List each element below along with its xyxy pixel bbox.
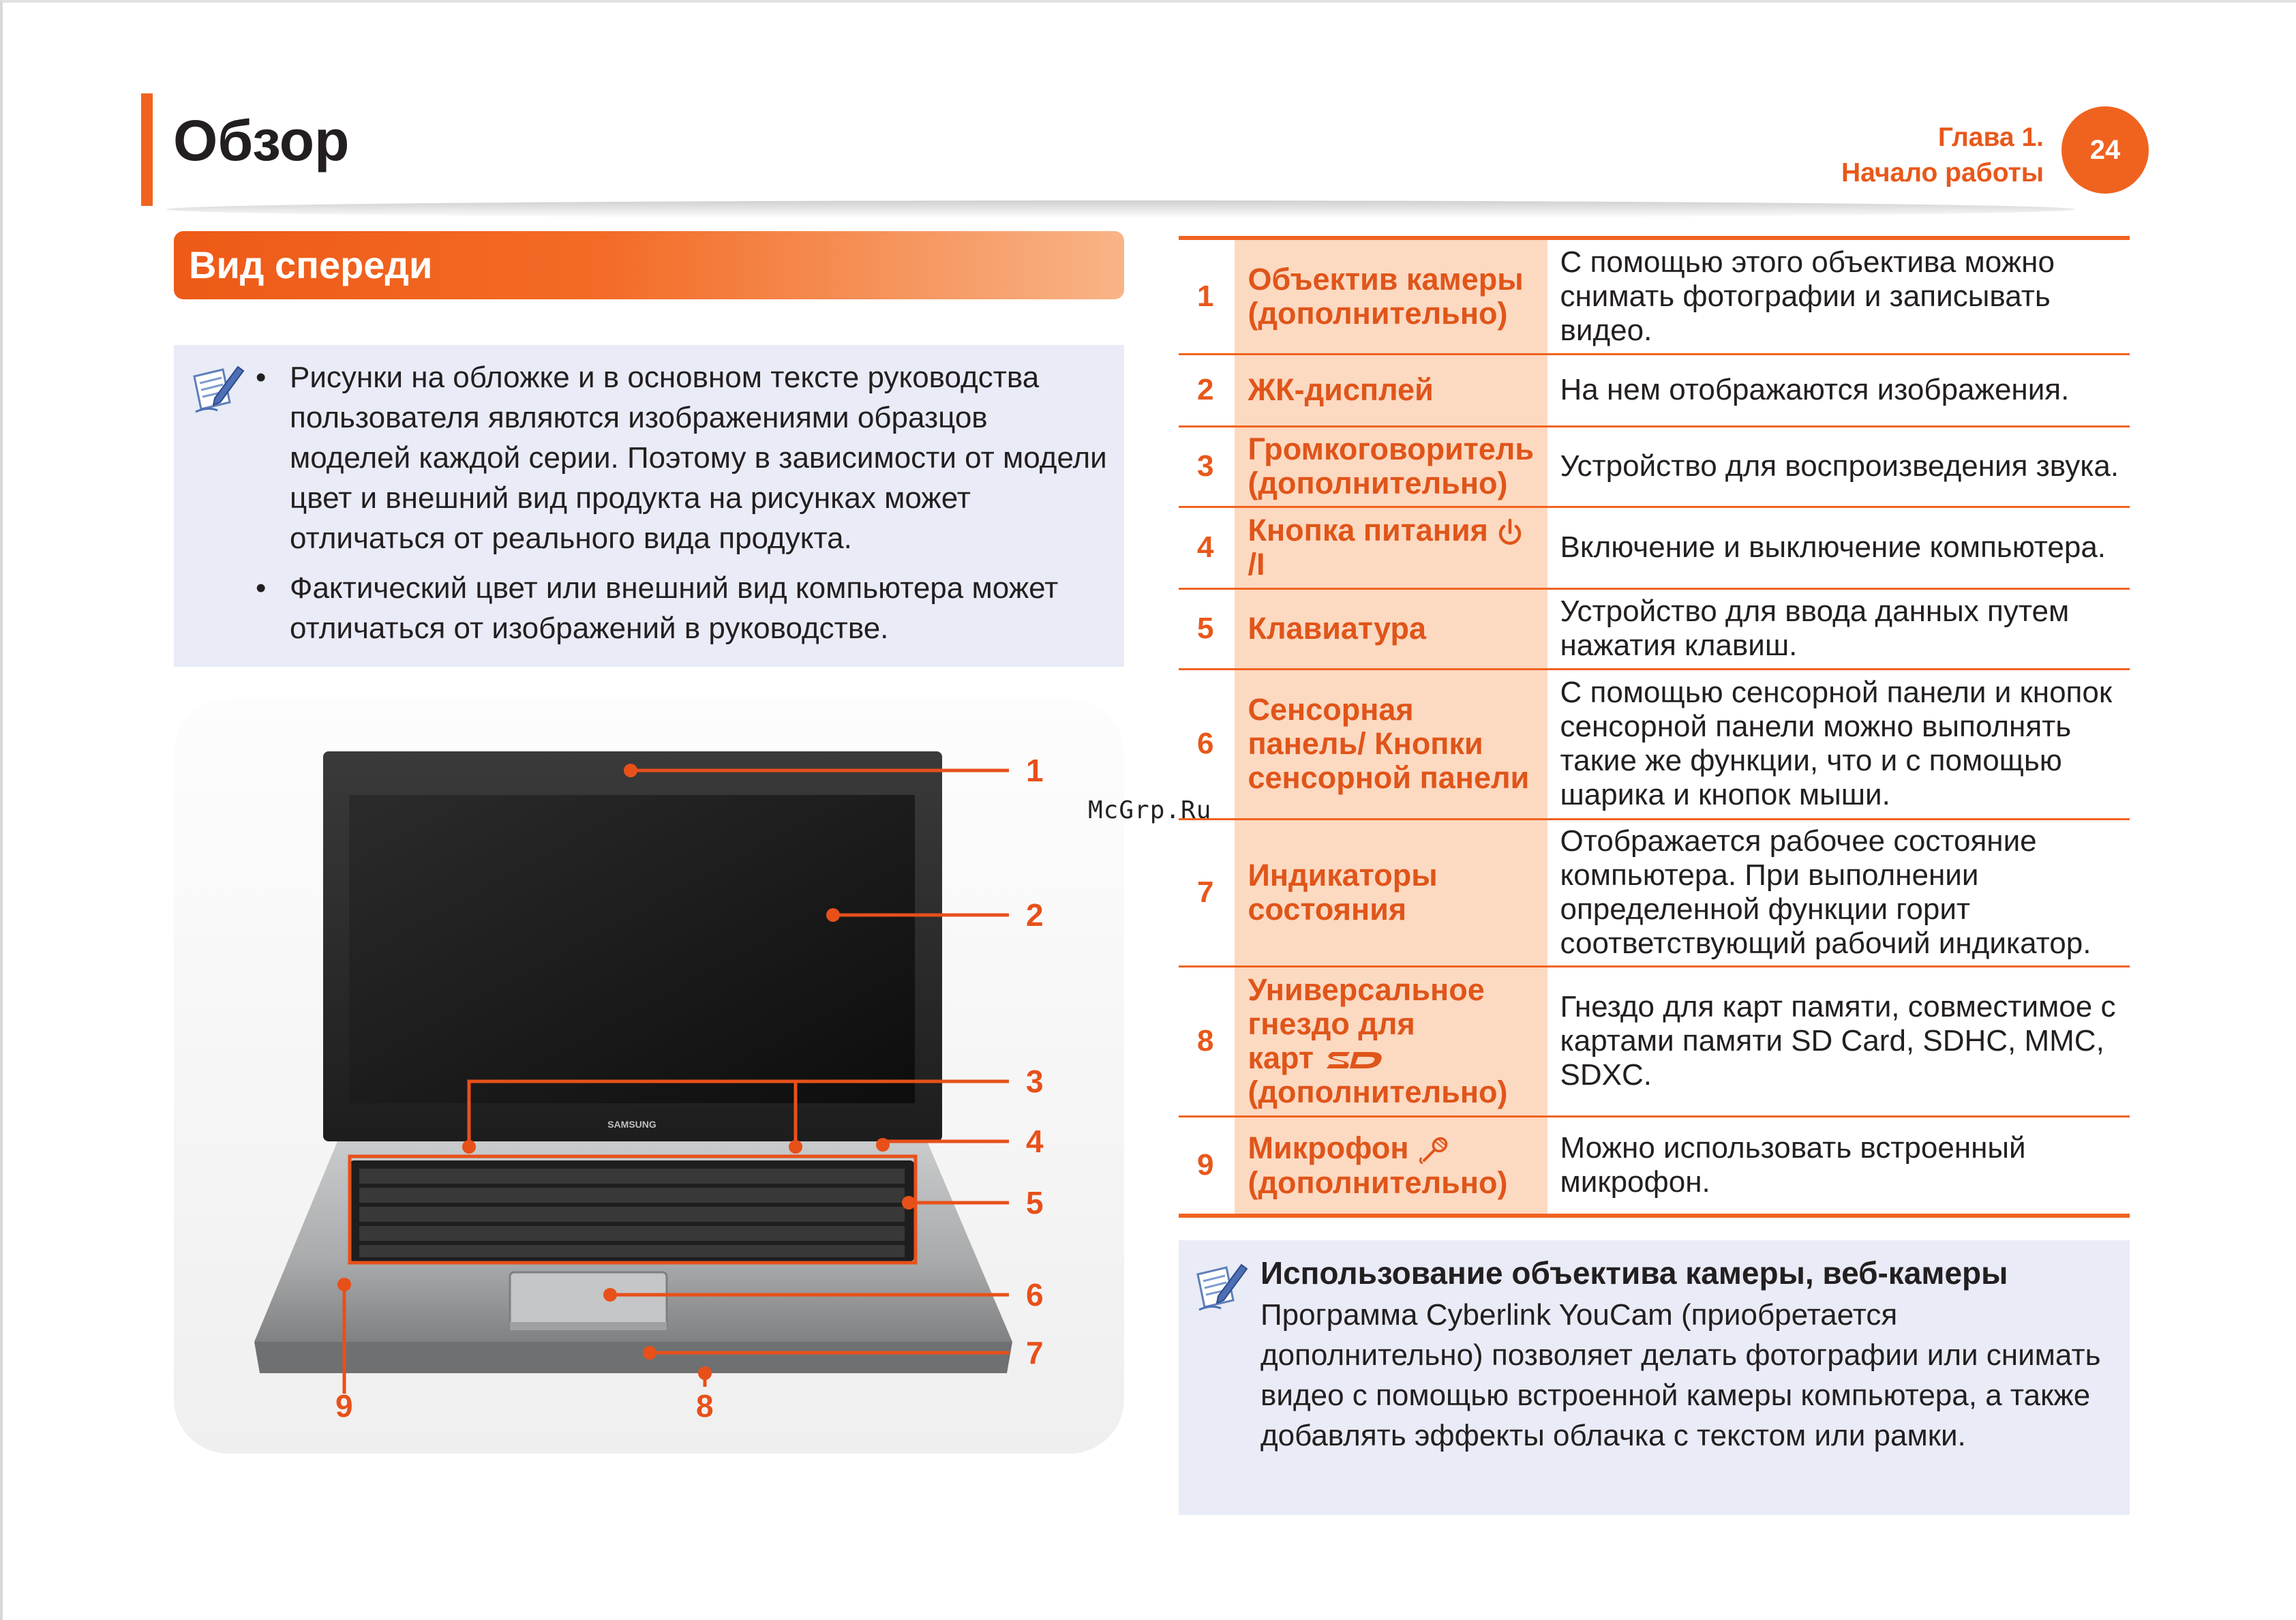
table-row <box>1179 669 2130 819</box>
component-name-text: Микрофон <box>1248 1130 1409 1165</box>
power-icon <box>1496 518 1524 548</box>
power-label-suffix: /I <box>1248 547 1265 582</box>
row-number: 9 <box>1197 1148 1214 1182</box>
microphone-icon <box>1417 1135 1451 1166</box>
callout-number: 1 <box>1026 753 1044 788</box>
component-description: С помощью этого объектива можно снимать фотографии и записывать видео. <box>1548 238 2130 354</box>
components-table <box>1179 236 2130 1218</box>
component-name-line: (дополнительно) <box>1248 1165 1508 1200</box>
table-row <box>1179 426 2130 507</box>
watermark: McGrp.Ru <box>1088 796 1212 824</box>
component-name-line <box>1248 1041 1538 1075</box>
page-number-badge: 24 <box>2061 106 2149 194</box>
callout-number: 8 <box>696 1388 714 1424</box>
note-item: • Фактический цвет или внешний вид компьютера может отличаться от изображений в руководстве. <box>256 568 1115 648</box>
callout-number: 9 <box>335 1388 353 1424</box>
laptop-base <box>254 1141 1012 1373</box>
component-description: Гнездо для карт памяти, совместимое с картами памяти SD Card, SDHC, MMC, SDXC. <box>1548 966 2130 1116</box>
component-name: Индикаторы состояния <box>1233 819 1548 966</box>
component-description: С помощью сенсорной панели и кнопок сенсорной панели можно выполнять такие же функции, что и с помощью шарика и кнопок мыши. <box>1548 669 2130 819</box>
component-name: Сенсорная панель/ Кнопки сенсорной панели <box>1233 669 1548 819</box>
component-description: Отображается рабочее состояние компьютера. При выполнении определенной функции горит соответствующий рабочий индикатор. <box>1548 819 2130 966</box>
note-box <box>174 345 1124 667</box>
callout-number: 7 <box>1026 1335 1044 1370</box>
brand-logo: SAMSUNG <box>607 1119 656 1130</box>
laptop-illustration <box>174 698 1124 1454</box>
camera-note-text: Программа Cyberlink YouCam (приобретается дополнительно) позволяет делать фотографии или снимать видео с помощью встроенной камеры компьютера, а также добавлять эффекты облачка с текстом или рамки. <box>1260 1298 2101 1452</box>
row-number: 5 <box>1179 588 1233 669</box>
component-name-text: Кнопка питания <box>1248 512 1488 548</box>
component-description: Включение и выключение компьютера. <box>1548 507 2130 588</box>
laptop-figure <box>174 698 1124 1454</box>
row-number: 3 <box>1179 426 1233 507</box>
component-name-line: Универсальное гнездо для <box>1248 972 1485 1041</box>
component-name: Объектив камеры (дополнительно) <box>1233 238 1548 354</box>
chapter-number: Глава 1. <box>1937 123 2044 152</box>
row-number: 1 <box>1179 238 1233 354</box>
row-number: 6 <box>1179 669 1233 819</box>
table-row <box>1179 1116 2130 1216</box>
callout-number: 3 <box>1026 1064 1044 1099</box>
table-row <box>1179 354 2130 426</box>
callout-number: 2 <box>1026 897 1044 933</box>
title-underline-shadow <box>166 200 2075 218</box>
component-name <box>1233 966 1548 1116</box>
row-number: 7 <box>1179 819 1233 966</box>
component-name: Громкоговоритель (дополнительно) <box>1233 426 1548 507</box>
table-row <box>1179 588 2130 669</box>
component-description: На нем отображаются изображения. <box>1548 354 2130 426</box>
row-number: 4 <box>1179 507 1233 588</box>
component-name-line <box>1248 1131 1538 1166</box>
camera-note-title: Использование объектива камеры, веб-камеры <box>1260 1255 2008 1291</box>
callout-number: 4 <box>1026 1124 1044 1159</box>
component-name <box>1233 1116 1548 1216</box>
component-name: ЖК-дисплей <box>1233 354 1548 426</box>
table-row <box>1179 966 2130 1116</box>
component-description: Можно использовать встроенный микрофон. <box>1560 1131 2026 1199</box>
table-row <box>1179 507 2130 588</box>
page-title: Обзор <box>173 108 350 172</box>
section-heading: Вид спереди <box>174 231 1124 299</box>
callout-number: 5 <box>1026 1185 1044 1220</box>
note-pencil-icon <box>1191 1257 1250 1315</box>
callout-number: 6 <box>1026 1277 1044 1312</box>
table-row <box>1179 238 2130 354</box>
component-name-text: карт <box>1248 1040 1314 1075</box>
sd-card-logo-icon <box>1323 1048 1385 1072</box>
row-number: 8 <box>1179 966 1233 1116</box>
component-name <box>1233 507 1548 588</box>
component-name: Клавиатура <box>1233 588 1548 669</box>
camera-note-box <box>1179 1240 2130 1515</box>
note-pencil-icon <box>187 359 246 417</box>
note-list <box>256 357 1115 658</box>
table-row <box>1179 819 2130 966</box>
component-name-line: (дополнительно) <box>1248 1075 1508 1109</box>
chapter-title: Начало работы <box>1841 158 2044 188</box>
component-description: Устройство для воспроизведения звука. <box>1548 426 2130 507</box>
note-item: • Рисунки на обложке и в основном тексте руководства пользователя являются изображениями образцов моделей каждой серии. Поэтому в зависимости от модели цвет и внешний вид продукта на рисунках может отличаться от реального вида продукта. <box>256 357 1115 558</box>
chapter-label <box>1841 120 2044 191</box>
row-number: 2 <box>1179 354 1233 426</box>
title-accent-bar <box>141 93 153 206</box>
component-description: Устройство для ввода данных путем нажатия клавиш. <box>1548 588 2130 669</box>
